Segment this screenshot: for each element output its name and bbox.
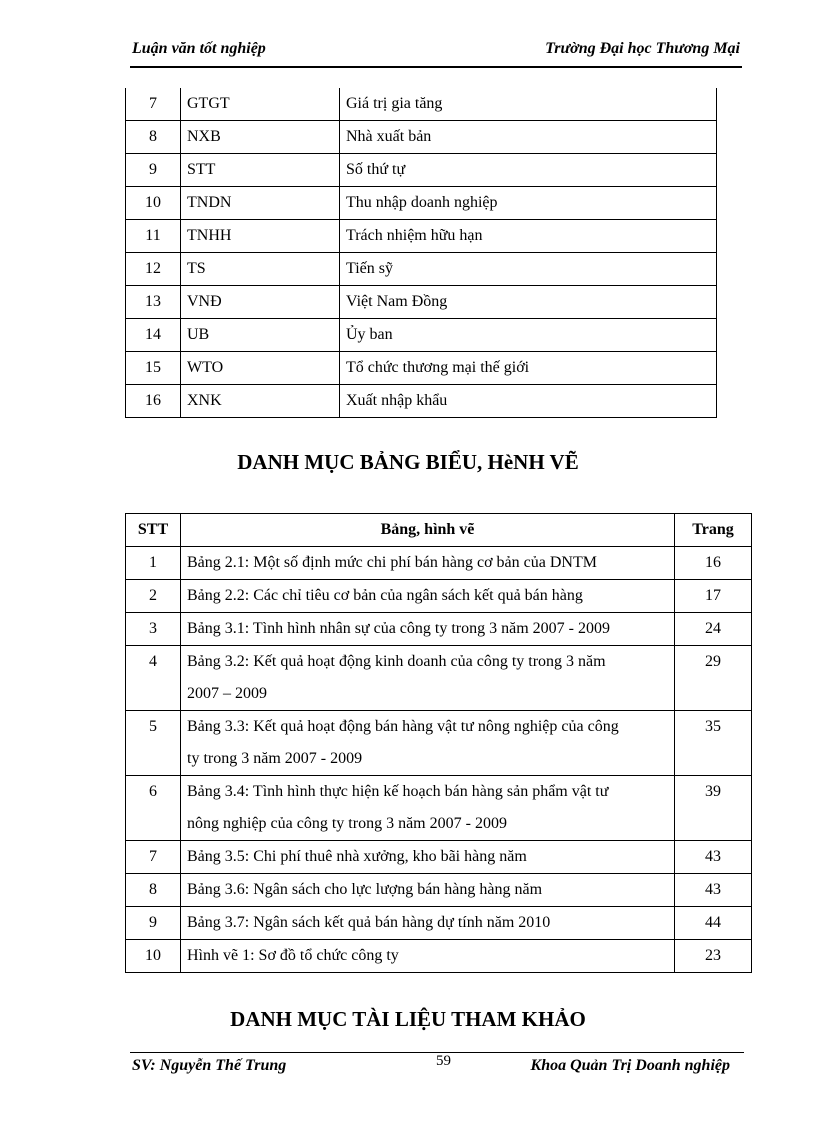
- row-page: 43: [675, 874, 752, 907]
- row-number: 3: [126, 613, 181, 646]
- row-description: [181, 776, 675, 841]
- abbreviation-row: [126, 253, 717, 286]
- abbreviation-meaning: Việt Nam Đồng: [340, 286, 717, 319]
- table-row: [126, 874, 752, 907]
- abbreviation-code: GTGT: [181, 88, 340, 121]
- tables-header-row: [126, 514, 752, 547]
- table-row: [126, 841, 752, 874]
- table-row: [126, 711, 752, 776]
- description-line: Bảng 3.4: Tình hình thực hiện kế hoạch bán hàng sản phẩm vật tư: [187, 783, 609, 800]
- abbreviation-number: 9: [126, 154, 181, 187]
- row-number: 6: [126, 776, 181, 841]
- abbreviation-code: UB: [181, 319, 340, 352]
- abbreviation-number: 13: [126, 286, 181, 319]
- description-line: Bảng 3.1: Tình hình nhân sự của công ty trong 3 năm 2007 - 2009: [187, 620, 610, 637]
- table-row: [126, 646, 752, 711]
- abbreviation-meaning: Giá trị gia tăng: [340, 88, 717, 121]
- table-row: [126, 940, 752, 973]
- row-page: 24: [675, 613, 752, 646]
- abbreviation-row: [126, 88, 717, 121]
- row-description: [181, 613, 675, 646]
- row-description: [181, 940, 675, 973]
- header-stt: STT: [126, 514, 181, 547]
- row-description: [181, 646, 675, 711]
- row-description: [181, 580, 675, 613]
- row-page: 29: [675, 646, 752, 711]
- abbreviation-number: 14: [126, 319, 181, 352]
- abbreviation-code: TNHH: [181, 220, 340, 253]
- abbreviation-meaning: Thu nhập doanh nghiệp: [340, 187, 717, 220]
- row-page: 43: [675, 841, 752, 874]
- header-thesis-label: Luận văn tốt nghiệp: [132, 40, 266, 57]
- description-line: Bảng 3.6: Ngân sách cho lực lượng bán hàng hàng năm: [187, 881, 543, 898]
- row-page: 39: [675, 776, 752, 841]
- references-title: DANH MỤC TÀI LIỆU THAM KHẢO: [230, 1007, 586, 1031]
- row-page: 44: [675, 907, 752, 940]
- row-number: 2: [126, 580, 181, 613]
- page-footer: [130, 1052, 744, 1083]
- description-line: Bảng 3.5: Chi phí thuê nhà xưởng, kho bãi hàng năm: [187, 848, 527, 865]
- abbreviation-meaning: Trách nhiệm hữu hạn: [340, 220, 717, 253]
- abbreviation-code: VNĐ: [181, 286, 340, 319]
- page-header: [130, 38, 742, 68]
- abbreviation-number: 16: [126, 385, 181, 418]
- abbreviation-row: [126, 220, 717, 253]
- row-description: [181, 841, 675, 874]
- abbreviation-number: 15: [126, 352, 181, 385]
- footer-page-number: 59: [436, 1053, 451, 1069]
- abbreviation-number: 7: [126, 88, 181, 121]
- abbreviation-code: TNDN: [181, 187, 340, 220]
- description-line: Bảng 2.1: Một số định mức chi phí bán hàng cơ bản của DNTM: [187, 554, 597, 571]
- abbreviation-meaning: Xuất nhập khẩu: [340, 385, 717, 418]
- abbreviation-row: [126, 286, 717, 319]
- description-line: Bảng 3.2: Kết quả hoạt động kinh doanh của công ty trong 3 năm: [187, 653, 606, 670]
- description-line: ty trong 3 năm 2007 - 2009: [187, 750, 363, 767]
- row-page: 23: [675, 940, 752, 973]
- abbreviation-meaning: Tiến sỹ: [340, 253, 717, 286]
- abbreviation-meaning: Số thứ tự: [340, 154, 717, 187]
- row-number: 10: [126, 940, 181, 973]
- abbreviation-meaning: Ủy ban: [340, 319, 717, 352]
- abbreviation-number: 8: [126, 121, 181, 154]
- row-description: [181, 711, 675, 776]
- abbreviation-code: XNK: [181, 385, 340, 418]
- description-line: Bảng 3.7: Ngân sách kết quả bán hàng dự tính năm 2010: [187, 914, 551, 931]
- row-number: 5: [126, 711, 181, 776]
- row-number: 7: [126, 841, 181, 874]
- row-description: [181, 547, 675, 580]
- abbreviation-code: NXB: [181, 121, 340, 154]
- abbreviation-number: 10: [126, 187, 181, 220]
- description-line: nông nghiệp của công ty trong 3 năm 2007 - 2009: [187, 815, 507, 832]
- table-row: [126, 580, 752, 613]
- abbreviation-row: [126, 154, 717, 187]
- abbreviation-code: STT: [181, 154, 340, 187]
- row-description: [181, 874, 675, 907]
- table-row: [126, 547, 752, 580]
- abbreviation-row: [126, 319, 717, 352]
- description-line: 2007 – 2009: [187, 685, 267, 702]
- description-line: Hình vẽ 1: Sơ đồ tổ chức công ty: [187, 947, 399, 964]
- abbreviation-row: [126, 352, 717, 385]
- header-page: Trang: [675, 514, 752, 547]
- abbreviation-meaning: Nhà xuất bản: [340, 121, 717, 154]
- row-page: 16: [675, 547, 752, 580]
- abbreviation-table: [125, 88, 717, 418]
- row-number: 8: [126, 874, 181, 907]
- description-line: Bảng 3.3: Kết quả hoạt động bán hàng vật tư nông nghiệp của công: [187, 718, 619, 735]
- row-number: 4: [126, 646, 181, 711]
- row-number: 9: [126, 907, 181, 940]
- tables-figures-list: [125, 513, 752, 973]
- abbreviation-code: TS: [181, 253, 340, 286]
- row-page: 17: [675, 580, 752, 613]
- table-row: [126, 776, 752, 841]
- footer-faculty: Khoa Quản Trị Doanh nghiệp: [530, 1057, 730, 1074]
- row-description: [181, 907, 675, 940]
- row-page: 35: [675, 711, 752, 776]
- abbreviation-row: [126, 121, 717, 154]
- header-description: Bảng, hình vẽ: [181, 514, 675, 547]
- footer-student: SV: Nguyễn Thế Trung: [132, 1057, 287, 1074]
- table-row: [126, 613, 752, 646]
- abbreviation-number: 12: [126, 253, 181, 286]
- tables-section-title: DANH MỤC BẢNG BIỂU, HèNH VẼ: [237, 450, 579, 474]
- abbreviation-row: [126, 187, 717, 220]
- abbreviation-code: WTO: [181, 352, 340, 385]
- abbreviation-meaning: Tổ chức thương mại thế giới: [340, 352, 717, 385]
- description-line: Bảng 2.2: Các chỉ tiêu cơ bản của ngân sách kết quả bán hàng: [187, 587, 583, 604]
- abbreviation-row: [126, 385, 717, 418]
- table-row: [126, 907, 752, 940]
- abbreviation-number: 11: [126, 220, 181, 253]
- row-number: 1: [126, 547, 181, 580]
- header-university-label: Trường Đại học Thương Mại: [545, 40, 740, 57]
